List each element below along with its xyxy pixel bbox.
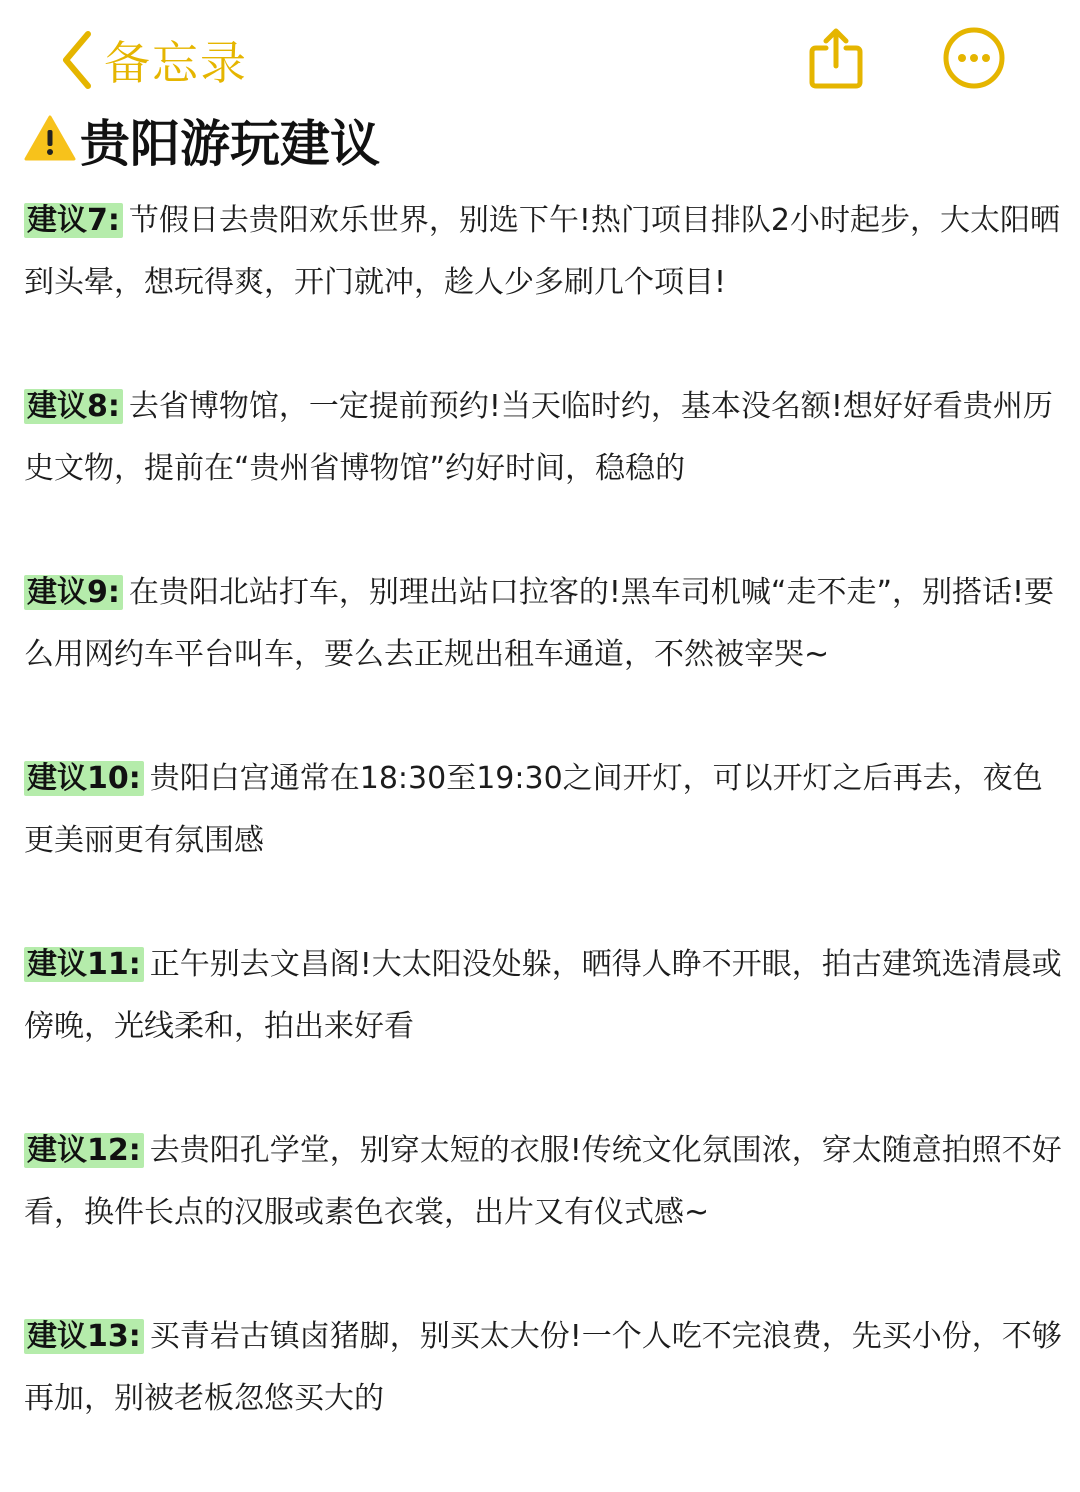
more-button[interactable] (942, 26, 1006, 94)
share-button[interactable] (806, 26, 866, 94)
share-icon (806, 75, 866, 94)
list-item (24, 562, 1070, 686)
list-item (24, 1120, 1070, 1244)
note-title-row (24, 108, 380, 172)
tip-text: 节假日去贵阳欢乐世界，别选下午!热门项目排队2小时起步，大太阳晒到头晕，想玩得爽，开门就冲，趁人少多刷几个项目! (24, 203, 1060, 300)
chevron-left-icon (60, 30, 94, 90)
note-title: 贵阳游玩建议 (80, 115, 380, 173)
list-item (24, 190, 1070, 314)
more-icon (942, 75, 1006, 94)
tip-text: 去贵阳孔学堂，别穿太短的衣服!传统文化氛围浓，穿太随意拍照不好看，换件长点的汉服或素色衣裳，出片又有仪式感~ (24, 1133, 1062, 1230)
warning-icon (24, 114, 76, 166)
back-button[interactable] (60, 28, 248, 92)
list-item (24, 934, 1070, 1058)
navigation-bar (0, 0, 1080, 110)
tip-label: 建议7: (24, 203, 123, 238)
tip-text: 正午别去文昌阁!大太阳没处躲，晒得人睁不开眼，拍古建筑选清晨或傍晚，光线柔和，拍出来好看 (24, 947, 1062, 1044)
tip-label: 建议11: (24, 947, 144, 982)
tip-text: 买青岩古镇卤猪脚，别买太大份!一个人吃不完浪费，先买小份，不够再加，别被老板忽悠买大的 (24, 1319, 1062, 1416)
tip-label: 建议10: (24, 761, 144, 796)
tip-label: 建议8: (24, 389, 123, 424)
back-label: 备忘录 (104, 36, 248, 90)
list-item (24, 1306, 1070, 1430)
list-item (24, 748, 1070, 872)
tips-list (24, 190, 1070, 1492)
tip-text: 贵阳白宫通常在18:30至19:30之间开灯，可以开灯之后再去，夜色更美丽更有氛围感 (24, 761, 1043, 858)
tip-label: 建议12: (24, 1133, 144, 1168)
tip-text: 在贵阳北站打车，别理出站口拉客的!黑车司机喊“走不走”，别搭话!要么用网约车平台叫车，要么去正规出租车通道，不然被宰哭~ (24, 575, 1055, 672)
tip-text: 去省博物馆，一定提前预约!当天临时约，基本没名额!想好好看贵州历史文物，提前在“贵州省博物馆”约好时间，稳稳的 (24, 389, 1053, 486)
tip-label: 建议9: (24, 575, 123, 610)
tip-label: 建议13: (24, 1319, 144, 1354)
list-item (24, 376, 1070, 500)
